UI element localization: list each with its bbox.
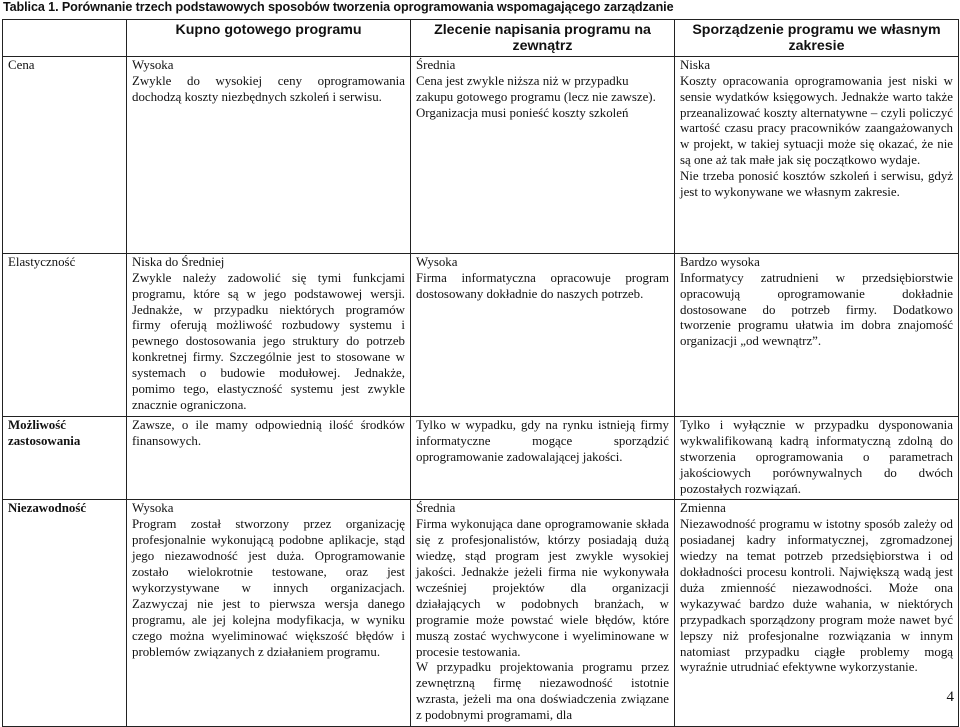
level-label: Niska [680,57,711,72]
row-label-niezawodnosc: Niezawodność [3,500,127,727]
row-label-elastycznosc: Elastyczność [3,253,127,416]
cell-cena-kupno [127,56,411,253]
cell-elastycznosc-wlasny [675,253,959,416]
level-label: Zmienna [680,501,726,516]
table-row-niezawodnosc [3,500,959,727]
cell-text: Zwykle do wysokiej ceny oprogramowania dochodzą koszty niezbędnych szkoleń i serwisu. [132,73,405,104]
header-wlasny: Sporządzenie programu we własnym zakresie [675,20,959,57]
cell-niezawodnosc-kupno [127,500,411,727]
cell-text: Organizacja musi ponieść koszty szkoleń [416,105,629,120]
cell-mozliwosc-zlecenie [411,416,675,500]
cell-text: Zawsze, o ile mamy odpowiednią ilość środków finansowych. [132,417,405,448]
header-zlecenie: Zlecenie napisania programu na zewnątrz [411,20,675,57]
cell-text: Cena jest zwykle niższa niż w przypadku zakupu gotowego programu (lecz nie zawsze). [416,73,656,104]
row-label-mozliwosc: Możliwość zastosowania [3,416,127,500]
cell-text: Zwykle należy zadowolić się tymi funkcjami programu, które są w jego podstawowej wersji. Jednakże, w przypadku niektórych programów firmy oferują możliwość rozbudowy systemu i pewnego dostosowania jego struktury do potrzeb konkretnej firmy. Szczególnie jest to stosowane w systemach o budowie modułowej. Jednakże, pomimo tego, elastyczność systemu jest zwykle znacznie ograniczona. [132,270,405,412]
table-row-cena [3,56,959,253]
page-number: 4 [946,689,954,705]
header-kupno: Kupno gotowego programu [127,20,411,57]
level-label: Wysoka [416,254,458,269]
table-caption: Tablica 1. Porównanie trzech podstawowych sposobów tworzenia oprogramowania wspomagającego zarządzanie [3,0,674,14]
comparison-table [2,19,959,727]
level-label: Bardzo wysoka [680,254,760,269]
table-row-mozliwosc [3,416,959,500]
level-label: Wysoka [132,501,174,516]
cell-elastycznosc-kupno [127,253,411,416]
cell-text: Informatycy zatrudnieni w przedsiębiorstwie opracowują oprogramowanie dokładnie dostosowane do potrzeb firmy. Dodatkowo tworzenie programu ułatwia im dobra znajomość organizacji „od wewnątrz”. [680,270,953,349]
cell-elastycznosc-zlecenie [411,253,675,416]
cell-niezawodnosc-wlasny [675,500,959,727]
cell-mozliwosc-wlasny [675,416,959,500]
cell-text: Nie trzeba ponosić kosztów szkoleń i serwisu, gdyż jest to wykonywane we własnym zakresie. [680,169,953,200]
cell-niezawodnosc-zlecenie [411,500,675,727]
level-label: Wysoka [132,57,174,72]
cell-text: Niezawodność programu w istotny sposób zależy od posiadanej kadry informatycznej, zgromadzonej wiedzy na temat potrzeb przedsiębiorstwa i od dokładności procesu kontroli. Największą wadą jest duża zmienność niezawodności. Może ona wykazywać bardzo duże wahania, w niektórych przypadkach sporządzony program może nawet być lepszy niż profesjonalne rozwiązania w innym natomiast przypadku ciągłe problemy mogą wyraźnie utrudniać efektywne wykorzystanie. [680,517,953,675]
cell-text: Firma wykonująca dane oprogramowanie składa się z profesjonalistów, którzy posiadają dużą wiedzę, stąd program jest zwykle wysokiej jakości. Jednakże jeżeli firma nie wykonywała wcześniej projektów dla organizacji działających w podobnych branżach, w programie może powstać wiele błędów, które muszą zostać wychwycone i wyeliminowane w procesie testowania. [416,517,669,659]
level-label: Niska do Średniej [132,254,225,269]
cell-mozliwosc-kupno [127,416,411,500]
cell-text: W przypadku projektowania programu przez zewnętrzną firmę niezawodność istotnie wzrasta, jeżeli ma ona doświadczenia związane z podobnymi programami, dla [416,660,669,723]
row-label-cena: Cena [3,56,127,253]
cell-text: Tylko i wyłącznie w przypadku dysponowania wykwalifikowaną kadrą informatyczną zdolną do stworzenia oprogramowania o parametrach jakościowych porównywalnych do dwóch pozostałych rozwiązań. [680,417,953,496]
cell-text: Tylko w wypadku, gdy na rynku istnieją firmy informatyczne mogące sporządzić oprogramowanie zadowalającej jakości. [416,417,669,464]
cell-cena-zlecenie [411,56,675,253]
cell-cena-wlasny [675,56,959,253]
level-label: Średnia [416,501,456,516]
table-header-row [3,20,959,57]
corner-cell [3,20,127,57]
cell-text: Koszty opracowania oprogramowania jest niski w sensie wydatków księgowych. Jednakże warto także przeanalizować koszty alternatywne – czyli policzyć wartość czasu pracy pracowników zaangażowanych w projekt, w takiej sytuacji może się okazać, że nie są one aż tak małe jak się początkowo wydaje. [680,73,953,168]
cell-text: Firma informatyczna opracowuje program dostosowany dokładnie do naszych potrzeb. [416,270,669,301]
table-row-elastycznosc [3,253,959,416]
cell-text: Program został stworzony przez organizację profesjonalnie wykonującą podobne aplikacje, stąd jego niezawodność jest duża. Oprogramowanie zostało wielokrotnie testowane, oraz jest wykorzystywane w innych organizacjach. Zazwyczaj nie jest to pierwsza wersja danego programu, ale jej kolejna modyfikacja, w wyniku czego można wyeliminować większość błędów i problemów związanych z działaniem programu. [132,517,405,659]
level-label: Średnia [416,57,456,72]
